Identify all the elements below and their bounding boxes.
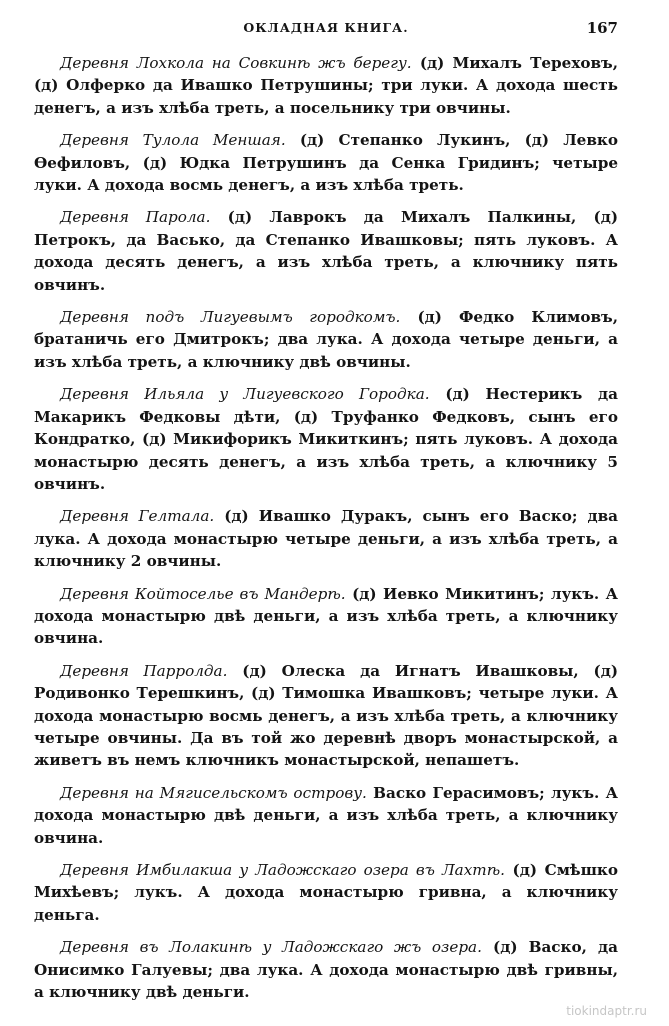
entry-text: (д) Ивашко Дуракъ, сынъ его Васко; два лука. А дохода монастырю четыре деньги, а изъ хлѣба треть, а ключнику 2 овчины. bbox=[34, 507, 618, 571]
village-name: Деревня Тулола Меншая. bbox=[60, 131, 286, 150]
village-name: Деревня Парролда. bbox=[60, 661, 228, 680]
entry-text: (д) Иевко Микитинъ; лукъ. А дохода монастырю двѣ деньги, а изъ хлѣба треть, а ключнику овчина. bbox=[34, 584, 618, 648]
running-title: ОКЛАДНАЯ КНИГА. bbox=[243, 20, 409, 35]
entry-text: (д) Михалъ Тереховъ, (д) Олферко да Ивашко Петрушины; три луки. А дохода шесть денегъ, а изъ хлѣба треть, а посельнику три овчины. bbox=[34, 54, 618, 117]
entry-text: (д) Олеска да Игнатъ Ивашковы, (д) Родивонко Терешкинъ, (д) Тимошка Ивашковъ; четыре луки. А дохода монастырю восмь денегъ, а изъ хлѣба треть, а ключнику четыре овчины. Да въ той жо деревнѣ дворъ монастырской, а живетъ въ немъ ключникъ монастырской, непашетъ. bbox=[34, 661, 619, 770]
entry-lokhkola bbox=[34, 52, 618, 119]
book-page bbox=[34, 20, 618, 1013]
village-name: Деревня на Мягисельскомъ острову. bbox=[60, 783, 367, 802]
entry-text: (д) Смѣшко Михѣевъ; лукъ. А дохода монастырю гривна, а ключнику деньга. bbox=[34, 861, 618, 924]
entry-imbilaksha bbox=[34, 859, 618, 926]
entry-text: (д) Васко, да Онисимко Галуевы; два лука. А дохода монастырю двѣ гривны, а ключнику двѣ деньги. bbox=[34, 938, 618, 1002]
entry-ligueve-gorodok bbox=[34, 306, 618, 373]
watermark: tiokindaptr.ru bbox=[566, 1004, 647, 1018]
entry-text: Васко Герасимовъ; лукъ. А дохода монастырю двѣ деньги, а изъ хлѣба треть, а ключнику овчина. bbox=[34, 783, 619, 847]
entry-lolakin bbox=[34, 936, 618, 1003]
village-name: Деревня въ Лолакинѣ у Ладожскаго жъ озера. bbox=[60, 938, 482, 957]
village-name: Деревня Парола. bbox=[60, 208, 211, 227]
entry-text: (д) Нестерикъ да Макарикъ Федковы дѣти, (д) Труфанко Федковъ, сынъ его Кондратко, (д) Микифорикъ Микиткинъ; пять луковъ. А дохода монастырю десять денегъ, а изъ хлѣба треть, а ключнику 5 овчинъ. bbox=[34, 385, 618, 493]
entry-ilyala bbox=[34, 383, 618, 495]
page-number: 167 bbox=[586, 19, 618, 37]
village-name: Деревня подъ Лигуевымъ городкомъ. bbox=[60, 308, 401, 327]
entry-text: (д) Федко Климовъ, братаничь его Дмитрокъ; два лука. А дохода четыре деньги, а изъ хлѣба треть, а ключнику двѣ овчины. bbox=[34, 308, 618, 371]
entry-koytoselye bbox=[34, 583, 618, 650]
village-name: Деревня Ильяла у Лигуевского Городка. bbox=[60, 385, 430, 404]
village-name: Деревня Лохкола на Совкинѣ жъ берегу. bbox=[60, 54, 412, 72]
entry-tulola bbox=[34, 129, 618, 196]
entry-text: (д) Степанко Лукинъ, (д) Левко Өефиловъ, (д) Юдка Петрушинъ да Сенка Гридинъ; четыре луки. А дохода восмь денегъ, а изъ хлѣба треть. bbox=[34, 131, 618, 195]
entry-parrolda bbox=[34, 660, 618, 772]
village-name: Деревня Койтоселье въ Мандерѣ. bbox=[60, 584, 346, 603]
entry-text: (д) Лаврокъ да Михалъ Палкины, (д) Петрокъ, да Васько, да Степанко Ивашковы; пять луковъ. А дохода десять денегъ, а изъ хлѣба треть, а ключнику пять овчинъ. bbox=[34, 208, 618, 294]
entry-parola bbox=[34, 206, 618, 296]
running-head bbox=[34, 20, 618, 42]
village-name: Деревня Имбилакша у Ладожскаго озера въ Лахтѣ. bbox=[60, 861, 505, 879]
village-name: Деревня Гелтала. bbox=[60, 507, 215, 526]
entry-geltala bbox=[34, 505, 618, 572]
entry-myagiselsky-island bbox=[34, 782, 618, 849]
